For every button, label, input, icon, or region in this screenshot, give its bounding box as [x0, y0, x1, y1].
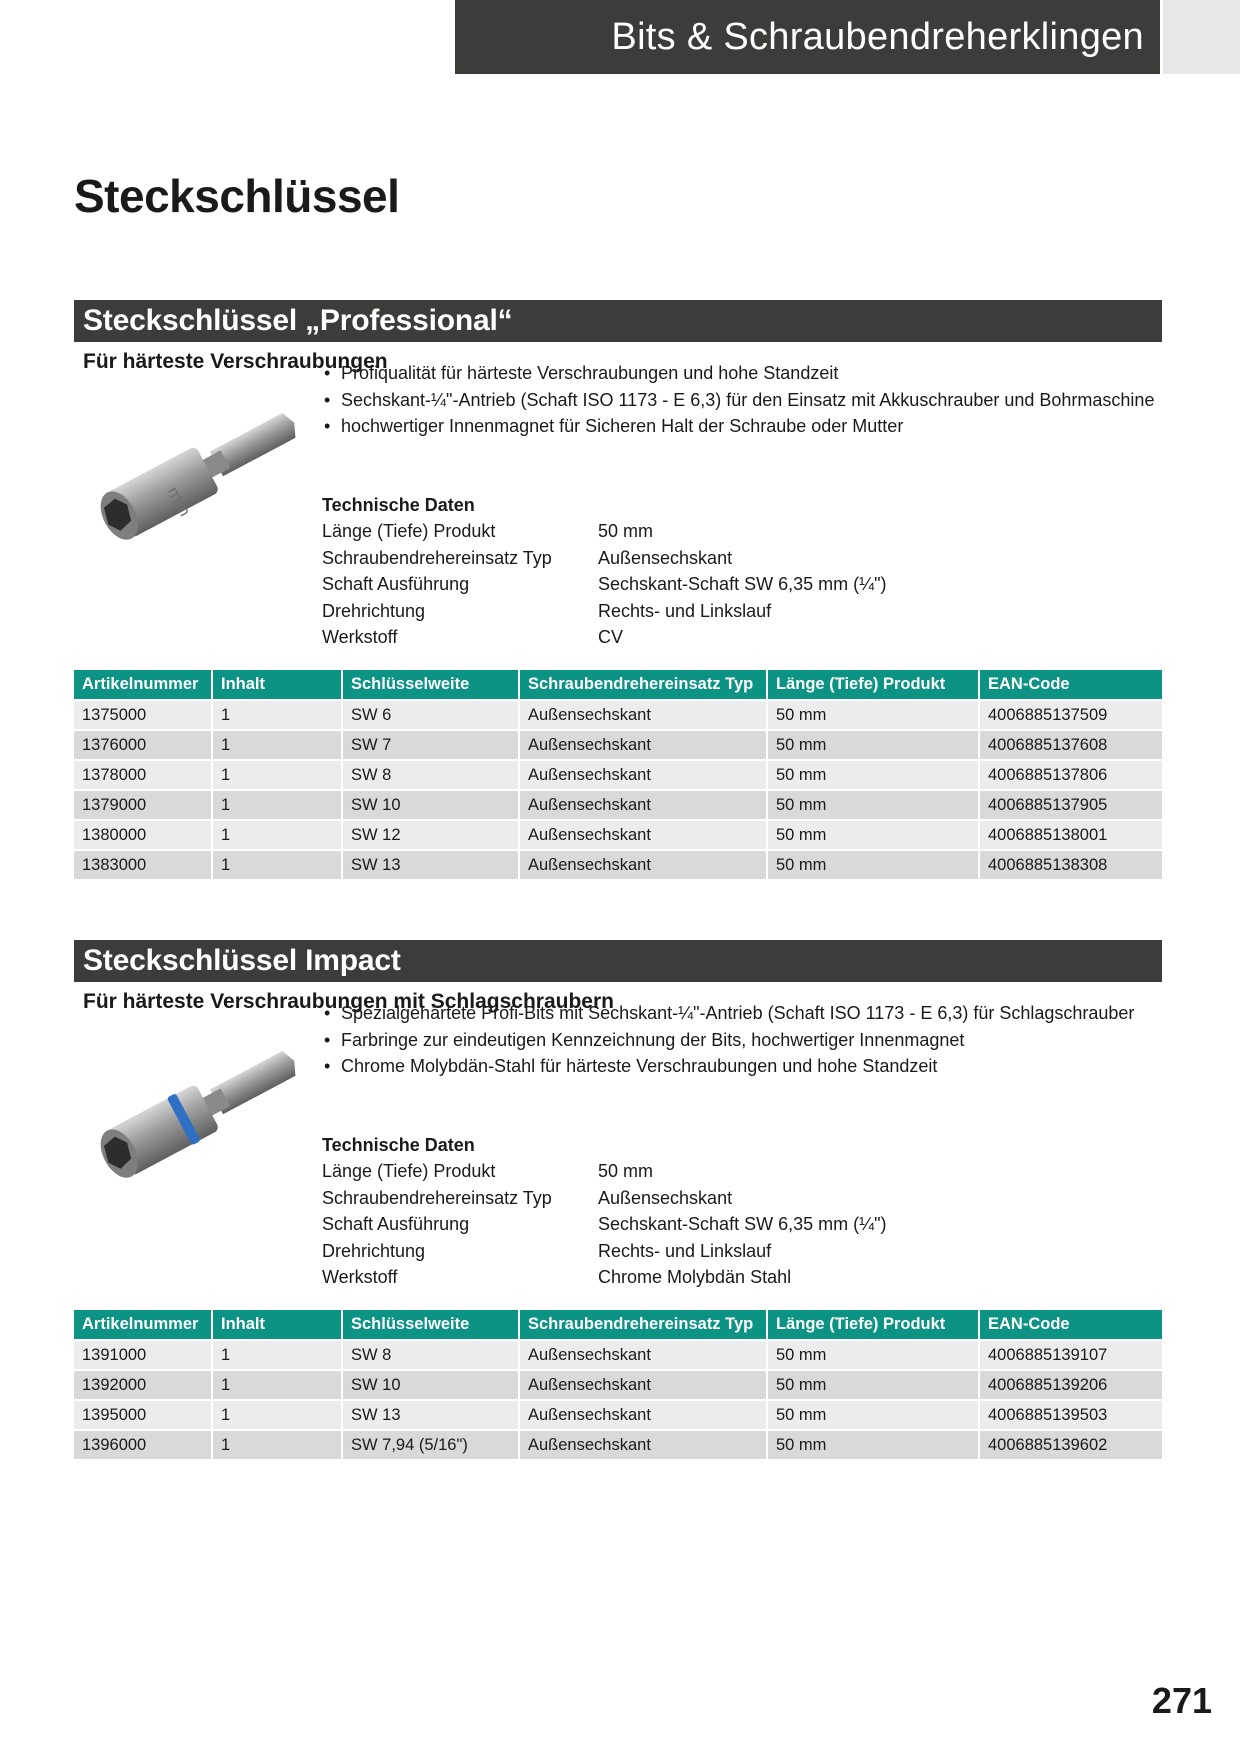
cell: 50 mm	[767, 1430, 979, 1459]
page-title: Steckschlüssel	[74, 170, 400, 222]
col-header-length: Länge (Tiefe) Produkt	[767, 670, 979, 700]
cell: 1	[212, 1370, 342, 1400]
table-row	[74, 760, 1162, 790]
col-header-length: Länge (Tiefe) Produkt	[767, 1310, 979, 1340]
table-row	[74, 1370, 1162, 1400]
cell: SW 13	[342, 1400, 519, 1430]
tech-row	[322, 598, 886, 625]
tech-key: Werkstoff	[322, 1267, 398, 1287]
tech-data-title: Technische Daten	[322, 495, 475, 515]
cell: Außensechskant	[519, 1340, 767, 1370]
feature-item: • Profiqualität für härteste Verschraubungen und hohe Standzeit	[322, 360, 1152, 387]
cell: 1380000	[74, 820, 212, 850]
cell: 1395000	[74, 1400, 212, 1430]
cell: 1375000	[74, 700, 212, 730]
cell: Außensechskant	[519, 820, 767, 850]
tech-row	[322, 1264, 886, 1291]
table-row	[74, 820, 1162, 850]
tech-value: Außensechskant	[598, 547, 733, 568]
cell: 50 mm	[767, 760, 979, 790]
tech-value: Sechskant-Schaft SW 6,35 mm (¼")	[598, 574, 887, 594]
cell: 1383000	[74, 850, 212, 879]
cell: 4006885137806	[979, 760, 1162, 790]
col-header-bit-type: Schraubendrehereinsatz Typ	[519, 1310, 767, 1340]
col-header-ean: EAN-Code	[979, 1310, 1162, 1340]
col-header-article: Artikelnummer	[74, 1310, 212, 1340]
tech-value: Rechts- und Linkslauf	[598, 600, 772, 621]
cell: 1392000	[74, 1370, 212, 1400]
tech-row	[322, 518, 886, 545]
section-subtitle-professional: Für härteste Verschraubungen	[83, 350, 388, 373]
cell: 4006885139602	[979, 1430, 1162, 1459]
tech-value: 50 mm	[598, 1161, 654, 1181]
tech-value: Sechskant-Schaft SW 6,35 mm (¼")	[598, 1214, 887, 1234]
cell: 4006885138001	[979, 820, 1162, 850]
svg-text:mm: mm	[163, 483, 195, 520]
feature-item: • Sechskant-¼"-Antrieb (Schaft ISO 1173 - E 6,3) für den Einsatz mit Akkuschrauber und Bohrmaschine	[322, 387, 1152, 414]
col-header-bit-type: Schraubendrehereinsatz Typ	[519, 670, 767, 700]
table-row	[74, 730, 1162, 760]
section-title-professional: Steckschlüssel „Professional“	[74, 300, 1162, 342]
cell: SW 7	[342, 730, 519, 760]
table-row	[74, 700, 1162, 730]
cell: 1	[212, 850, 342, 879]
section-title-impact: Steckschlüssel Impact	[74, 940, 1162, 982]
cell: Außensechskant	[519, 1430, 767, 1459]
tech-key: Schraubendrehereinsatz Typ	[322, 547, 552, 568]
cell: 1	[212, 700, 342, 730]
cell: Außensechskant	[519, 730, 767, 760]
cell: 1376000	[74, 730, 212, 760]
section-subtitle-impact: Für härteste Verschraubungen mit Schlagschraubern	[83, 990, 614, 1013]
cell: 4006885137905	[979, 790, 1162, 820]
cell: 1	[212, 1340, 342, 1370]
cell: Außensechskant	[519, 850, 767, 879]
product-table-impact	[74, 1310, 1162, 1459]
cell: 50 mm	[767, 1370, 979, 1400]
socket-wrench-professional-image	[70, 408, 310, 548]
col-header-ean: EAN-Code	[979, 670, 1162, 700]
tech-key: Länge (Tiefe) Produkt	[322, 1161, 496, 1181]
cell: 50 mm	[767, 700, 979, 730]
feature-item: • Chrome Molybdän-Stahl für härteste Verschraubungen und hohe Standzeit	[322, 1053, 1152, 1080]
tech-key: Schaft Ausführung	[322, 574, 470, 594]
tech-row	[322, 571, 886, 598]
cell: Außensechskant	[519, 1400, 767, 1430]
page-number: 271	[1151, 1680, 1212, 1721]
tech-key: Drehrichtung	[322, 1240, 426, 1261]
tech-value: 50 mm	[598, 521, 654, 541]
feature-item: • hochwertiger Innenmagnet für Sicheren Halt der Schraube oder Mutter	[322, 413, 1152, 440]
feature-list-professional	[322, 360, 1155, 440]
cell: SW 10	[342, 1370, 519, 1400]
cell: 1	[212, 1400, 342, 1430]
chapter-tab	[1163, 0, 1240, 74]
table-row	[74, 1430, 1162, 1459]
cell: 4006885137608	[979, 730, 1162, 760]
cell: Außensechskant	[519, 790, 767, 820]
cell: 4006885139503	[979, 1400, 1162, 1430]
cell: 50 mm	[767, 790, 979, 820]
tech-data-table-impact	[322, 1158, 886, 1291]
socket-wrench-impact-image	[70, 1046, 310, 1186]
cell: 50 mm	[767, 1340, 979, 1370]
cell: Außensechskant	[519, 1370, 767, 1400]
table-row	[74, 1400, 1162, 1430]
feature-list-impact	[322, 1000, 1152, 1080]
cell: SW 7,94 (5/16")	[342, 1430, 519, 1459]
table-row	[74, 790, 1162, 820]
cell: 4006885138308	[979, 850, 1162, 879]
tech-value: Außensechskant	[598, 1187, 733, 1208]
cell: SW 12	[342, 820, 519, 850]
cell: 1379000	[74, 790, 212, 820]
tech-key: Schaft Ausführung	[322, 1214, 470, 1234]
chapter-header	[455, 0, 1160, 74]
cell: 50 mm	[767, 850, 979, 879]
tech-row	[322, 1238, 886, 1265]
cell: Außensechskant	[519, 760, 767, 790]
tech-row	[322, 1211, 886, 1238]
cell: 4006885139206	[979, 1370, 1162, 1400]
tech-key: Schraubendrehereinsatz Typ	[322, 1187, 552, 1208]
tech-key: Drehrichtung	[322, 600, 426, 621]
tech-value: CV	[598, 627, 624, 647]
cell: 50 mm	[767, 730, 979, 760]
cell: SW 8	[342, 1340, 519, 1370]
feature-item: • Spezialgehärtete Profi-Bits mit Sechskant-¼"-Antrieb (Schaft ISO 1173 - E 6,3) für Schlagschrauber	[322, 1000, 1152, 1027]
chapter-title: Bits & Schraubendreherklingen	[611, 15, 1144, 58]
col-header-content: Inhalt	[212, 1310, 342, 1340]
table-header-row	[74, 670, 1162, 700]
cell: 1	[212, 790, 342, 820]
cell: SW 10	[342, 790, 519, 820]
cell: 1378000	[74, 760, 212, 790]
cell: 1	[212, 760, 342, 790]
table-row	[74, 1340, 1162, 1370]
tech-key: Länge (Tiefe) Produkt	[322, 521, 496, 541]
cell: SW 8	[342, 760, 519, 790]
cell: 1396000	[74, 1430, 212, 1459]
col-header-content: Inhalt	[212, 670, 342, 700]
cell: 1391000	[74, 1340, 212, 1370]
tech-row	[322, 1158, 886, 1185]
table-header-row	[74, 1310, 1162, 1340]
tech-data-title: Technische Daten	[322, 1135, 475, 1155]
cell: 1	[212, 1430, 342, 1459]
tech-row	[322, 624, 886, 651]
cell: 1	[212, 730, 342, 760]
cell: 50 mm	[767, 820, 979, 850]
cell: 4006885139107	[979, 1340, 1162, 1370]
tech-value: Chrome Molybdän Stahl	[598, 1267, 792, 1287]
tech-key: Werkstoff	[322, 627, 398, 647]
cell: 4006885137509	[979, 700, 1162, 730]
tech-data-table-professional	[322, 518, 886, 651]
tech-row	[322, 545, 886, 572]
cell: 50 mm	[767, 1400, 979, 1430]
cell: SW 13	[342, 850, 519, 879]
table-row	[74, 850, 1162, 879]
col-header-wrench-size: Schlüsselweite	[342, 1310, 519, 1340]
product-table-professional	[74, 670, 1162, 879]
col-header-article: Artikelnummer	[74, 670, 212, 700]
tech-value: Rechts- und Linkslauf	[598, 1240, 772, 1261]
cell: SW 6	[342, 700, 519, 730]
feature-item: • Farbringe zur eindeutigen Kennzeichnung der Bits, hochwertiger Innenmagnet	[322, 1027, 1152, 1054]
cell: Außensechskant	[519, 700, 767, 730]
cell: 1	[212, 820, 342, 850]
col-header-wrench-size: Schlüsselweite	[342, 670, 519, 700]
tech-row	[322, 1185, 886, 1212]
